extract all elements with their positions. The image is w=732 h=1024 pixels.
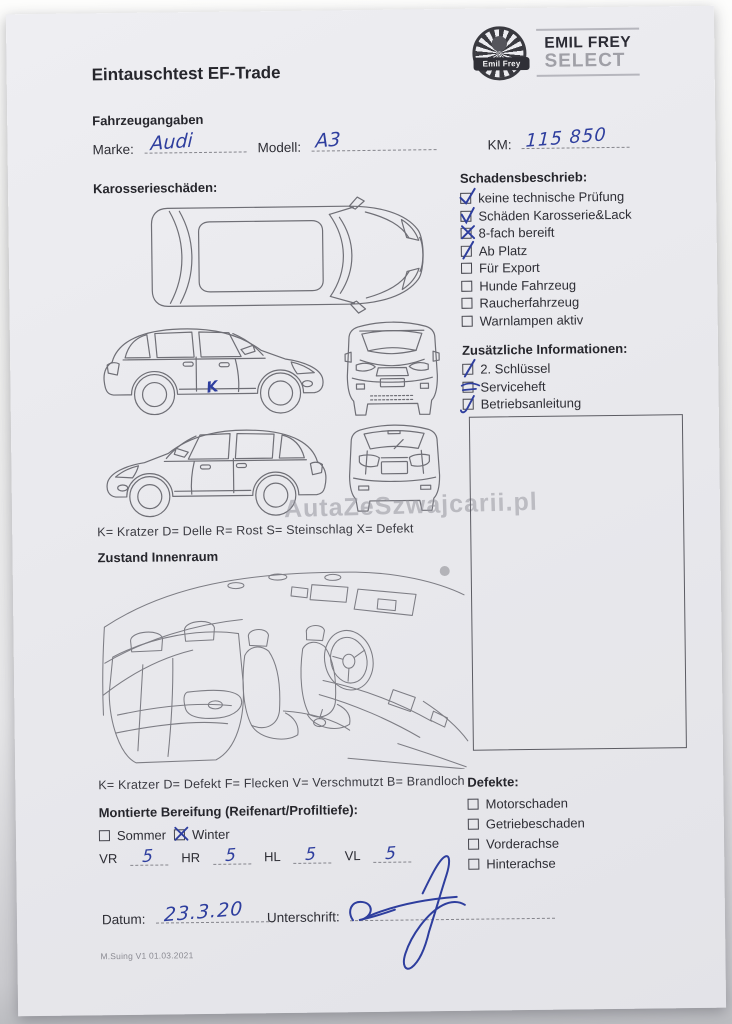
- checkbox-icon: [461, 280, 472, 291]
- datum-line: [156, 897, 274, 927]
- section-karosserieschaeden: Karosserieschäden:: [92, 179, 218, 197]
- checkbox-icon: [461, 245, 472, 256]
- checkbox-label: Raucherfahrzeug: [479, 294, 580, 311]
- section-schadensbeschrieb: Schadensbeschrieb:: [459, 169, 588, 186]
- sommer-checkbox-icon: [99, 830, 110, 841]
- checkbox-icon: [462, 364, 473, 375]
- tire-vl-label: VL: [344, 848, 361, 864]
- modell-line: [312, 128, 437, 153]
- field-km: [487, 124, 630, 155]
- pen-checkmark: [458, 239, 480, 261]
- form-title: Eintauschtest EF-Trade: [91, 63, 281, 85]
- section-defekte: Defekte:: [467, 773, 519, 790]
- checkbox-winter: [174, 826, 230, 844]
- car-top-view-diagram: [143, 195, 436, 317]
- winter-checkbox-icon: [174, 829, 185, 840]
- checkbox-icon: [462, 315, 473, 326]
- field-marke: [92, 129, 246, 159]
- checkbox-label: Vorderachse: [485, 835, 560, 852]
- sommer-label: Sommer: [116, 827, 167, 844]
- modell-label: Modell:: [257, 139, 302, 156]
- km-handwritten-value: 115 850: [525, 124, 608, 152]
- datum-handwritten-value: 23.3.20: [163, 897, 244, 927]
- emil-frey-emblem-icon: [472, 26, 527, 81]
- tire-hr-value: 5: [224, 845, 237, 867]
- pen-checkmark: [460, 393, 482, 415]
- checkbox-label: Getriebeschaden: [485, 815, 585, 832]
- car-front-view-diagram: [342, 317, 443, 423]
- unterschrift-label: Unterschrift:: [266, 909, 340, 926]
- section-fahrzeugangaben: Fahrzeugangaben: [92, 111, 204, 129]
- checkbox-item: [463, 393, 701, 413]
- season-row: [99, 826, 230, 845]
- km-label: KM:: [487, 137, 512, 153]
- checkbox-label: Ab Platz: [478, 242, 528, 259]
- section-zustand-innenraum: Zustand Innenraum: [97, 548, 219, 566]
- checkbox-item: [462, 309, 700, 329]
- checkbox-label: Warnlampen aktiv: [479, 312, 584, 329]
- checkbox-sommer: [99, 826, 166, 844]
- checkbox-label: Schäden Karosserie&Lack: [478, 206, 632, 224]
- checkbox-label: 8-fach bereift: [478, 224, 555, 241]
- logo-wordmark: [536, 28, 639, 77]
- tire-hl-value: 5: [305, 844, 317, 866]
- marke-line: [144, 129, 246, 156]
- marke-label: Marke:: [92, 141, 134, 158]
- checkbox-item: [468, 851, 706, 874]
- tire-vr-line: [130, 846, 168, 868]
- checkbox-label: 2. Schlüssel: [480, 360, 551, 377]
- tire-hl-label: HL: [263, 849, 281, 865]
- checkbox-label: Serviceheft: [480, 378, 546, 395]
- tire-hr-line: [213, 845, 251, 867]
- signature: [338, 847, 480, 974]
- checkbox-icon: [461, 263, 472, 274]
- pen-mark-winter: [171, 823, 193, 845]
- checkbox-icon: [463, 399, 474, 410]
- checkbox-icon: [461, 298, 472, 309]
- logo-line2: SELECT: [544, 49, 626, 72]
- tire-hr-label: HR: [181, 850, 201, 866]
- logo-line1: EMIL FREY: [544, 33, 632, 52]
- pen-checkmark: [457, 222, 479, 244]
- checkbox-label: Motorschaden: [485, 795, 569, 812]
- section-bereifung: Montierte Bereifung (Reifenart/Profiltiefe):: [98, 802, 359, 821]
- form-version-footer: M.Suing V1 01.03.2021: [100, 950, 194, 962]
- tire-vl-value: 5: [385, 843, 397, 865]
- checkbox-label: Für Export: [478, 260, 540, 276]
- scanned-form-page: [6, 6, 726, 1017]
- checkbox-icon: [468, 799, 479, 810]
- watermark: AutaZeSzwajcarii.pl: [283, 487, 539, 524]
- right-column: [460, 168, 707, 874]
- checkbox-label: Betriebsanleitung: [480, 395, 582, 412]
- pen-checkmark: [457, 187, 479, 209]
- innenraum-legend: K= Kratzer D= Defekt F= Flecken V= Verschmutzt B= Brandloch: [98, 773, 465, 793]
- checkbox-icon: [462, 381, 473, 392]
- marke-handwritten-value: Audi: [149, 129, 193, 156]
- checkbox-icon: [461, 228, 472, 239]
- emil-frey-logo: [472, 25, 640, 81]
- section-zusaetzliche-informationen: Zusätzliche Informationen:: [461, 340, 628, 358]
- car-interior-diagram: [96, 561, 471, 774]
- checkbox-label: Hinterachse: [486, 855, 556, 872]
- datum-label: Datum:: [101, 911, 146, 928]
- tire-hl-line: [294, 844, 332, 866]
- tire-vr-label: VR: [99, 851, 118, 867]
- emblem-text: Emil Frey: [473, 57, 529, 71]
- checkbox-icon: [460, 210, 471, 221]
- field-datum: [101, 897, 274, 929]
- pen-checkmark: [457, 204, 479, 226]
- checkbox-label: keine technische Prüfung: [478, 189, 625, 206]
- checkbox-label: Hunde Fahrzeug: [479, 277, 577, 294]
- km-line: [522, 124, 630, 152]
- damage-mark-k: K: [205, 377, 220, 397]
- field-modell: [257, 128, 436, 157]
- pen-checkmark: [459, 358, 481, 380]
- notes-box: [469, 414, 687, 751]
- winter-label: Winter: [191, 826, 230, 843]
- pen-checkmark: [459, 375, 481, 397]
- karosserie-legend: K= Kratzer D= Delle R= Rost S= Steinschlag X= Defekt: [97, 521, 414, 540]
- modell-handwritten-value: A3: [315, 128, 341, 153]
- tire-vr-value: 5: [141, 846, 154, 868]
- checkbox-icon: [460, 193, 471, 204]
- car-side-view-right-diagram: [95, 317, 334, 420]
- checkbox-icon: [468, 819, 479, 830]
